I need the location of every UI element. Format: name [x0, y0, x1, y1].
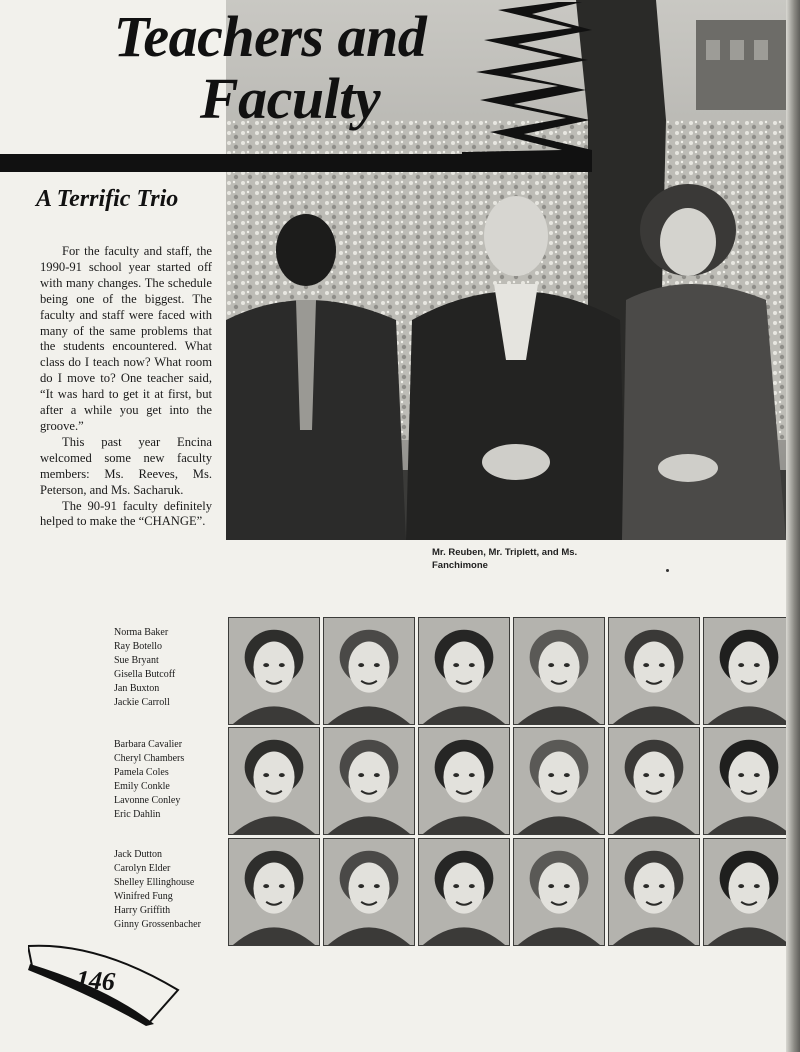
faculty-portrait: [608, 617, 700, 725]
name-item: Norma Baker: [114, 627, 169, 638]
page-edge-shadow: [786, 0, 800, 1052]
article-body: [40, 244, 212, 530]
photo-caption: Mr. Reuben, Mr. Triplett, and Ms. Fanchimone: [432, 547, 578, 571]
page-number: 146: [75, 964, 116, 997]
name-item: Harry Griffith: [114, 905, 171, 916]
name-item: Ginny Grossenbacher: [114, 919, 201, 930]
portrait-row-3: [228, 838, 790, 946]
name-item: Jan Buxton: [114, 683, 160, 694]
paragraph-2: This past year Encina welcomed some new faculty members: Ms. Reeves, Ms. Peterson, and Ms. Sacharuk.: [40, 434, 212, 497]
article-subheading: A Terrific Trio: [36, 186, 179, 212]
faculty-portrait: [228, 617, 320, 725]
name-item: Carolyn Elder: [114, 863, 171, 874]
names-row-1: [114, 626, 224, 710]
name-item: Winifred Fung: [114, 891, 173, 902]
portrait-row-2: [228, 727, 790, 835]
faculty-portrait: [703, 727, 795, 835]
paragraph-1: For the faculty and staff, the 1990-91 school year started off with many changes. The schedule being one of the biggest. The faculty and staff were faced with many of the same problems that the students encountered. What class do I teach now? What room do I move to? One teacher said, “It was hard to get it at first, but after a while you get into the groove.”: [40, 244, 212, 433]
faculty-portrait: [323, 617, 415, 725]
faculty-portrait: [418, 727, 510, 835]
faculty-portrait: [228, 838, 320, 946]
name-item: Barbara Cavalier: [114, 739, 183, 750]
name-item: Emily Conkle: [114, 781, 170, 792]
name-item: Cheryl Chambers: [114, 753, 185, 764]
name-item: Jack Dutton: [114, 849, 163, 860]
faculty-portrait: [418, 838, 510, 946]
faculty-portrait: [608, 727, 700, 835]
name-item: Pamela Coles: [114, 767, 169, 778]
zigzag-ornament: [462, 0, 592, 172]
name-item: Sue Bryant: [114, 655, 159, 666]
names-row-3: [114, 848, 224, 932]
title-line-1: Teachers and: [113, 4, 427, 69]
title-line-2: Faculty: [199, 66, 381, 131]
faculty-portrait: [513, 727, 605, 835]
name-item: Eric Dahlin: [114, 809, 161, 820]
faculty-portrait: [703, 617, 795, 725]
name-item: Lavonne Conley: [114, 795, 181, 806]
name-item: Gisella Butcoff: [114, 669, 176, 680]
faculty-portrait: [323, 838, 415, 946]
names-row-2: [114, 738, 224, 822]
print-speck: [666, 569, 669, 572]
faculty-portrait: [323, 727, 415, 835]
faculty-portrait: [418, 617, 510, 725]
name-item: Shelley Ellinghouse: [114, 877, 195, 888]
faculty-portrait: [608, 838, 700, 946]
name-item: Ray Botello: [114, 641, 163, 652]
name-item: Jackie Carroll: [114, 697, 170, 708]
portrait-row-1: [228, 617, 790, 725]
faculty-portrait: [703, 838, 795, 946]
page-title: [60, 6, 480, 130]
faculty-portrait: [228, 727, 320, 835]
faculty-portrait: [513, 838, 605, 946]
faculty-portrait: [513, 617, 605, 725]
paragraph-3: The 90-91 faculty definitely helped to make the “CHANGE”.: [40, 498, 212, 529]
